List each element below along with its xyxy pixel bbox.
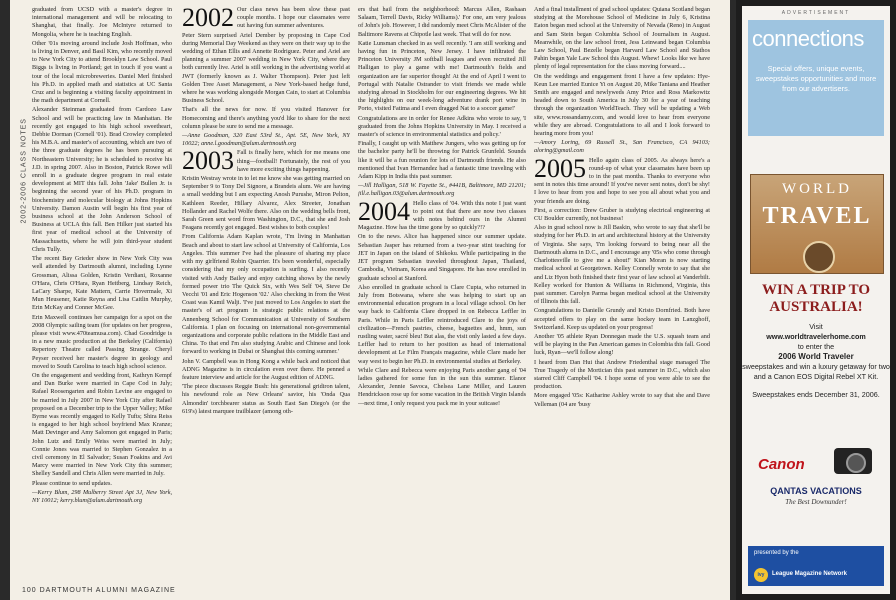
paragraph: On to the news. Alice has happened since our summer update. Sebastian Jasper has returned from a two-year stint teaching for JET in Japan on the island of Shikoku. While participating in the JET program Sebastian traveled throughout Japan, Thailand, Cambodia, Vietnam, Korea and Singapore. He has now enrolled in graduate school at Stanford. xyxy=(358,233,526,282)
paragraph: Kristin Westray wrote in to let me know she was getting married on September 9 to Tony Del Signore, a Brandeis alum. We are having a small wedding but I am expecting Anosh Purushe, Miron Pelton, Kathleen Reeder, Hillary Alvarez, Alex Streeter, Jonathan Hollander and Rachel Wolfe there. Also on the wedding bells front, Sarah Green sent word from Washington, D.C., that she and Josh Feagans recently got engaged. Best wishes to both couples! xyxy=(182,175,350,232)
connections-title: connections xyxy=(752,26,864,51)
year-heading-2002: 2002 xyxy=(182,6,234,32)
ad-panel xyxy=(742,6,890,594)
paragraph: Another '05 athlete Ryan Donnegan made the U.S. squash team and will be playing in the Pan American games in Colombia this fall. Good luck, Ryan—we'll follow along! xyxy=(534,332,710,357)
paragraph: And a final installment of grad school updates: Quiana Scotland began studying at the Morehouse School of Medicine in July 6, Kristina Eaton began med school at the University of Nevada (Reno) in August and Sam Stein began Columbia School of Journalism in August. Meanwhile, on the law school front, Jess Leinwand began Columbia Law School, Paul Bezelle began Harvard Law School and Stathos Pahin began Yale Law School this August. Whew! Looks like we have plenty of legal representation for the class moving forward.... xyxy=(534,6,710,71)
connections-subtitle: Special offers, unique events, sweepstakes opportunities and more from our advertisers. xyxy=(755,64,877,93)
year-heading-2004: 2004 xyxy=(358,196,410,226)
ivy-logo-icon: ivy xyxy=(754,568,768,582)
traveler-word: TRAVEL xyxy=(762,203,872,229)
paragraph: I heard from Dan Hui that Andrew Friedenthal stage managed The True Tragedy of the Mortician this past summer in D.C., which also starred Cliff Campbell '04. I hope some of you were able to see the production. xyxy=(534,358,710,391)
year-heading-2003: 2003 xyxy=(182,146,234,176)
column-2 xyxy=(182,6,350,576)
ad-label: ADVERTISEMENT xyxy=(781,10,851,16)
canon-logo: Canon xyxy=(758,456,805,473)
camera-icon xyxy=(834,448,872,474)
presented-by-text: presented by the xyxy=(754,550,799,556)
paragraph: Peter Stern surprised Ariel Dember by proposing in Cape Cod during Memorial Day Weekend as they were on their way up to the wedding of Ethan Ellis and Annette Rodriguez. Peter and Ariel are planning a summer 2007 wedding in New York City, where they both currently live. Ariel is still working in the advertising world at JWT (formerly known as J. Walter Thompson). Peter just left Golden Tree Asset Management, a New York-based hedge fund, where he was working alongside Morgan Cain, to start at Columbia Business School. xyxy=(182,31,350,105)
presented-by-banner xyxy=(748,546,884,586)
sweepstakes-desc: sweepstakes and win a luxury getaway for two and a Canon EOS Digital Rebel XT Kit. xyxy=(742,362,890,381)
sweepstakes-end: Sweepstakes ends December 31, 2006. xyxy=(752,390,880,399)
network-name: League Magazine Network xyxy=(772,571,848,577)
globe-icon xyxy=(803,241,835,273)
paragraph: Also enrolled in graduate school is Clare Cupta, who returned in July from Botswana, where she was helping to start up an environmental education program in a local village school. On her way back to California Clare dropped in on Rebecca Leffler in Paris. While in Paris Leffler reintroduced Clare to the joys of civilization—French pastries, cheese, baguettes and, hmm, sun rustling water, sacré bleu! But alas, the visit only lasted a few days. Leffler had to return to her position as head of international development at Le Film Français magazine, while Clare made her way west to begin her Ph.D. in environmental studies at Berkeley. xyxy=(358,283,526,365)
signature: —Jill Halligan, 518 W. Fayette St., #441B, Baltimore, MD 21201; jill.e.halligan.03@alum.dartmouth.org xyxy=(358,182,526,198)
paragraph: Alexander Steinman graduated from Cardozo Law School and will be practicing law in Manhattan. He recently got engaged to his high school sweetheart, Debbie Dorman (Cornell '01). Brad Crowley completed his M.B.A. and master's of accounting, which are two of the three graduate degrees he has been pursuing at Northeastern University; he is scheduled to receive his J.D. in spring 2007. Also in Boston, Patrick Rowe will enroll in a graduate degree program in real estate development at MIT this fall. John 'Jake' Bullen Jr. is beginning the second year of his Ph.D. program in biochemistry and molecular biology at Johns Hopkins University. Damon Austin will begin his first year of business school at the John Anderson School of Business at UCLA this fall. Ben Hilker just started his first year of medical school at the University of Massachusetts, where he will join third-year student Chris Tully. xyxy=(32,106,172,253)
paragraph: The recent Bay Grieder show in New York City was well attended by Dartmouth alumni, including Lynne Grossman, Alissa Golden, Kristin Verdiani, Roxanne O'Hara, Chris O'Hara, Ryan Heitberg, Lindsay Reich, LaCary Sharpe, Kate Mattern, Carrie Hovermale, Xi Mun Heusener, Katie Reyna and Lisa Caitlin Murphy, Erin McKay and Conner McGee. xyxy=(32,255,172,312)
paragraph: John V. Campbell was in Hong Kong a while back and noticed that ADNG Magazine is in circulation even over there. He penned a feature interview and article for the August edition of ADNG. xyxy=(182,357,350,381)
paragraph: ers that hail from the neighborhood: Marcus Allen, Rashaan Salaam, Terrell Davis, Ricky Williams).' For one, am very jealous of John's job. However, I did randomly meet Chris McAlister of the Baltimore Ravens at Chipotle last week. That will do for now. xyxy=(358,6,526,38)
magazine-page xyxy=(10,0,730,600)
enter-text: to enter the xyxy=(797,342,835,351)
paragraph: Hello again class of 2005. As always here's a round-up of what your classmates have been up to in the past months. Thanks to everyone who sent in notes this time around! If you've never sent notes, don't be shy! I love to hear from you and hope to see you all about what you and your friends are doing. xyxy=(534,156,710,205)
qantas-tagline: The Best Downunder! xyxy=(785,498,847,506)
world-traveler-logo[interactable] xyxy=(750,174,884,274)
paragraph: Erin Maxwell continues her campaign for a spot on the 2008 Olympic sailing team (for updates on her progress, please visit www.470teamusa.com). Chad Goodridge is in a new music production at the Berkeley (California) Repertory Theatre called Passing Strange. Cheryl Peyser received her master's degree in geology and moved to South Carolina to teach high school science. xyxy=(32,313,172,370)
paragraph: Katie Lunsman checked in as well recently. 'I am still working and having fun in Princeton, New Jersey. I have infiltrated the Princeton University JM softball leagues and even recruited Jill Halligan to play a game with me! Dartmouth's fields and organization are far superior though! At the end of April I went to Portugal with Natalie Ostrander to visit friends we made while studying abroad in Stockholm for our engineering degrees. We hit the highlights on our week-long adventure drank port wine in Porto, visited Fatima and I even dragged Nat to a soccer game!' xyxy=(358,39,526,113)
paragraph: 'The piece discusses Reggie Bush: his generational gridiron talent, his newfound role as New Orleans' savior, his 'Onda Qua Almondin' torchbearer status as South East San Diego's (or the 619's) latest marquee trailblazer (among oth- xyxy=(182,383,350,415)
paragraph: On the weddings and engagement front I have a few updates: Hye-Keun Lee married Eunice Yi on August 20, Mike Taniana and Heather Smith are engaged and newlyweds Amy Price and Ross Markowitz headed down to South America in July 30 for a year of teaching through the organization WorldTeach. They will be updating a Web site, www.rossandamy.com, and would love to hear from everyone while they are abroad. Congratulations to all and I look forward to hearing more from you! xyxy=(534,72,710,138)
sweepstakes-text xyxy=(742,322,890,400)
signature: —Amory Loring, 69 Russell St., San Francisco, CA 94103; aloring@gmail.com xyxy=(534,139,710,155)
section-label: 2002-2006 CLASS NOTES xyxy=(20,118,28,224)
sweepstakes-name: 2006 World Traveler xyxy=(778,352,854,361)
paragraph: graduated from UCSD with a master's degree in international management and will be relocating to Shanghai, that finally. Joe McIntyre returned to Mongolia, where he is teaching English. xyxy=(32,6,172,38)
paragraph: More engaged '05s: Katharine Ashley wrote to say that she and Dave Velleman (04 are 'busy xyxy=(534,392,710,408)
paragraph: Finally, I caught up with Matthew Jungers, who was getting up for the bachelor party he'll be throwing for Patrick Grunfeld. Sounds like it will be a fun reunion for lots of Dartmouth friends. He also mentioned that Ivan Hernandez had a fantastic time traveling with Adam Kipp in India this past summer. xyxy=(358,140,526,181)
column-4 xyxy=(534,6,710,576)
signature: —Anne Goodman, 320 East 53rd St., Apt. 5E, New York, NY 10022; anne.l.goodman@alum.dartmouth.org xyxy=(182,132,350,148)
sweepstakes-link[interactable]: www.worldtravelerhome.com xyxy=(766,332,866,341)
visit-text: Visit xyxy=(809,322,823,331)
column-3 xyxy=(358,6,526,576)
win-headline: WIN A TRIP TO AUSTRALIA! xyxy=(762,282,870,315)
connections-banner[interactable] xyxy=(748,20,884,136)
paragraph: From California Adam Kaplan wrote, 'I'm living in Manhattan Beach and about to start law school at University of California, Los Angeles. This summer I've had the pleasure of sharing my place with my girlfriend Robin Quarrier. It's been wonderful, especially considering that my only occupation is surfing. I also recently visited with Andy Bailey and enjoy catching shows by the newly formed power trio The Quick Six, with Wes Self '04, Steve De Vecchi '01 and Eric Hogenson '02.' Also checking in from the West Coast was Kamil Walji. 'I've just moved to Los Angeles to start the master's of art program in strategic public relations at the Annenberg School for Communication at University of Southern California. I plan on focusing on international non-governmental organizations and corporate public relations in the Middle East and China. To that end I'm also studying Arabic and Chinese and look forward to working in Dubai or Shanghai this coming summer.' xyxy=(182,233,350,356)
paragraph: Congratulations are in order for Renee Adkins who wrote to say, 'I graduated from the Johns Hopkins University in May. I received a master's of science in environmental statistics and policy.' xyxy=(358,114,526,139)
lens-icon xyxy=(846,453,866,473)
world-word: WORLD xyxy=(782,181,852,197)
paragraph: That's all the news for now. If you visited Hanover for Homecoming and there's anything you'd like to share for the next column please be sure to send me a message. xyxy=(182,106,350,130)
paragraph: Also in grad school now is Jill Baskin, who wrote to say that she'll be studying for her Ph.D. in art and architectural history at the University of Virginia. She says, 'I'm looking forward to being near all the Dartmouth alums in D.C., and I encourage any '05s who come through Charlottesville to give me a shout!' Kian Moran is now starting medical school at Georgetown. Kelley Connelly wrote to say that she and Liz Hyon both finished their first year of law school at Vanderbilt. Kelley worked for Hunton & Williams in Richmond, Virginia, this past summer. Carolyn Parma began medical school at the University of Illinois this fall. xyxy=(534,224,710,306)
paragraph: Fall is finally here, which for me means one thing—football! Fortunately, the rest of you have more exciting things happening. xyxy=(237,149,350,173)
advertisement-sidebar xyxy=(736,0,896,600)
paragraph: First, a correction: Drew Gruber is studying electrical engineering at CU Boulder currently, not business! xyxy=(534,206,710,223)
paragraph: Other '01s moving around include Josh Hoffman, who is living in Denver, and Basil Kim, who recently moved to New York City to attend Brooklyn Law School. Paul Biggs is living in Portland; get in touch if you want a tour of the local microbreweries. Daniel Merl finished his Ph.D. in applied math and statistics at UC Santa Cruz and is beginning a visiting faculty appointment in the math department at Cornell. xyxy=(32,39,172,105)
paragraph: Hello class of '04. With this note I just want to point out that there are now two classes with notes behind ours in the Alumni Magazine. How has the time gone by so quickly?!? xyxy=(358,199,526,232)
paragraph: Please continue to send updates. xyxy=(32,479,112,487)
paragraph: Congratulations to Danielle Grundy and Kristo Dornfried. Both have accepted offers to play on the same hockey team in Lanzghoff, Switzerland. Keep us updated on your progress! xyxy=(534,307,710,331)
paragraph: Our class news has been slow these past couple months. I hope our classmates were out having fun summer adventures. xyxy=(237,6,350,30)
year-heading-2005: 2005 xyxy=(534,153,586,183)
paragraph: While Clare and Rebecca were enjoying Paris another gang of '04 ladies gathered for some fun in the sun this summer. Elanor Alexander, Jennie Savoca, Chelsea Lane Miller, and Lauren Hendrickson rose up for some vacation in the British Virgin Islands—next time, I only request you pack me in your suitcase! xyxy=(358,366,526,407)
qantas-logo: QANTAS VACATIONS xyxy=(770,486,862,496)
paragraph: On the engagement and wedding front, Kathryn Kempf and Dan Burke were married in Cape Cod in July; Rafael Roosengarten and Robin Levine are engaged to be married in July 2007 in New York City after Rafael proposed on a December trip to the Upper Valley; Mike Byrne was recently engaged to Kelly Tufts; Shira Reiss is engaged to her high school boyfriend Max Kranze; Matt Devinger and Amy Salomon got engaged in Paris; John Lutz and Emily Weiss were married in July; Connie Jones was married to Stephen Gonzalez in a civil ceremony in El Salvador; Susan Foakins and Avi Marcy were married in New York City this summer; Shelley Sandell and Chris Allen were married in July. xyxy=(32,371,172,478)
signature: —Kerry Blum, 298 Mulberry Street Apt 3J, New York, NY 10012; kerry.blum@alum.dartmouth.org xyxy=(32,488,172,504)
column-1 xyxy=(32,6,172,576)
page-footer: 100 DARTMOUTH ALUMNI MAGAZINE xyxy=(22,587,176,594)
